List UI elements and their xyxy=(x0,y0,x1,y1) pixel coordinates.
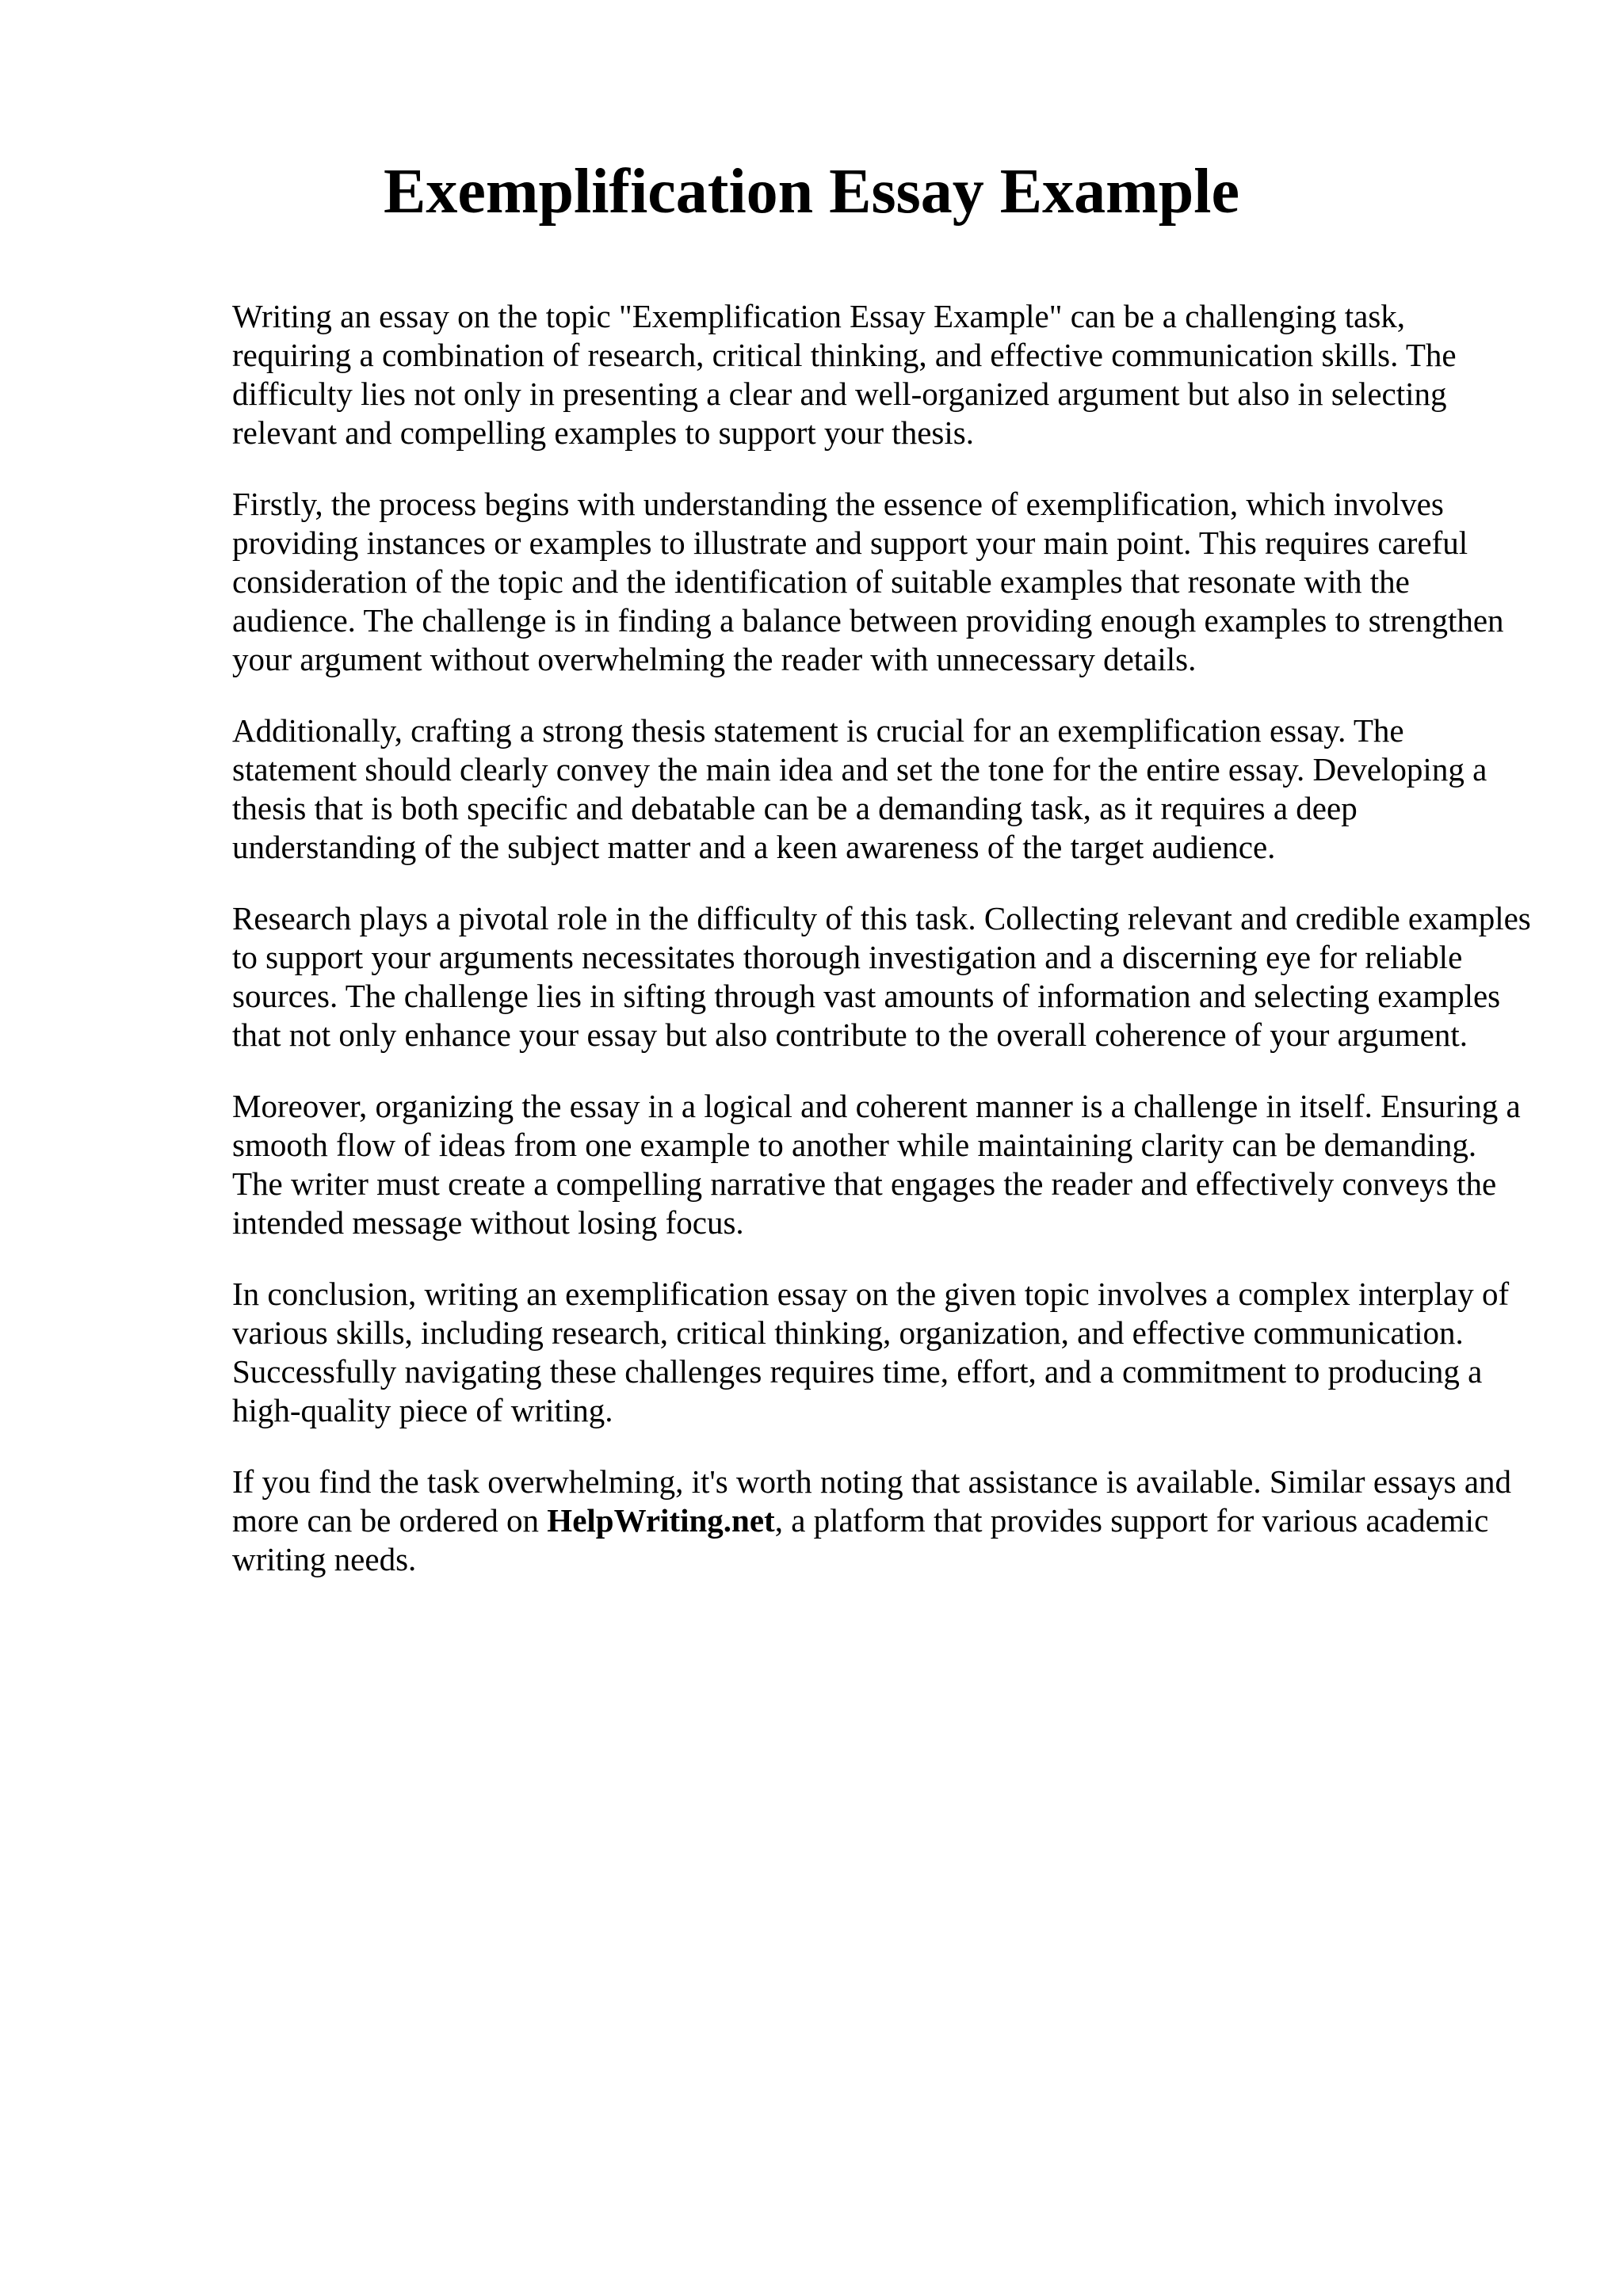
document-title: Exemplification Essay Example xyxy=(383,157,1240,227)
document-body xyxy=(232,297,1532,1611)
assistance-text-before: If you find the task overwhelming, it's worth noting that assistance is available. Similar essays and more can be ordered on xyxy=(232,1463,1512,1539)
paragraph-research: Research plays a pivotal role in the difficulty of this task. Collecting relevant and credible examples to support your arguments necessitates thorough investigation and a discerning eye for reliable sources. The challenge lies in sifting through vast amounts of information and selecting examples that not only enhance your essay but also contribute to the overall coherence of your argument. xyxy=(232,900,1531,1053)
assistance-text-after: , a platform that provides support for various academic writing needs. xyxy=(232,1502,1489,1577)
helpwriting-link[interactable]: HelpWriting.net xyxy=(547,1502,775,1539)
paragraph-process: Firstly, the process begins with understanding the essence of exemplification, which involves providing instances or examples to illustrate and support your main point. This requires careful consideration of the topic and the identification of suitable examples that resonate with the audience. The challenge is in finding a balance between providing enough examples to strengthen your argument without overwhelming the reader with unnecessary details. xyxy=(232,486,1504,677)
paragraph-conclusion: In conclusion, writing an exemplification essay on the given topic involves a complex interplay of various skills, including research, critical thinking, organization, and effective communication. Successfully navigating these challenges requires time, effort, and a commitment to producing a high-quality piece of writing. xyxy=(232,1276,1510,1428)
paragraph-assistance xyxy=(232,1463,1532,1579)
paragraph-intro: Writing an essay on the topic "Exemplification Essay Example" can be a challenging task, requiring a combination of research, critical thinking, and effective communication skills. The difficulty lies not only in presenting a clear and well-organized argument but also in selecting relevant and compelling examples to support your thesis. xyxy=(232,298,1457,451)
paragraph-organization: Moreover, organizing the essay in a logical and coherent manner is a challenge in itself. Ensuring a smooth flow of ideas from one example to another while maintaining clarity can be demanding. The writer must create a compelling narrative that engages the reader and effectively conveys the intended message without losing focus. xyxy=(232,1088,1521,1241)
paragraph-thesis: Additionally, crafting a strong thesis statement is crucial for an exemplification essay. The statement should clearly convey the main idea and set the tone for the entire essay. Developing a thesis that is both specific and debatable can be a demanding task, as it requires a deep understanding of the subject matter and a keen awareness of the target audience. xyxy=(232,712,1487,865)
